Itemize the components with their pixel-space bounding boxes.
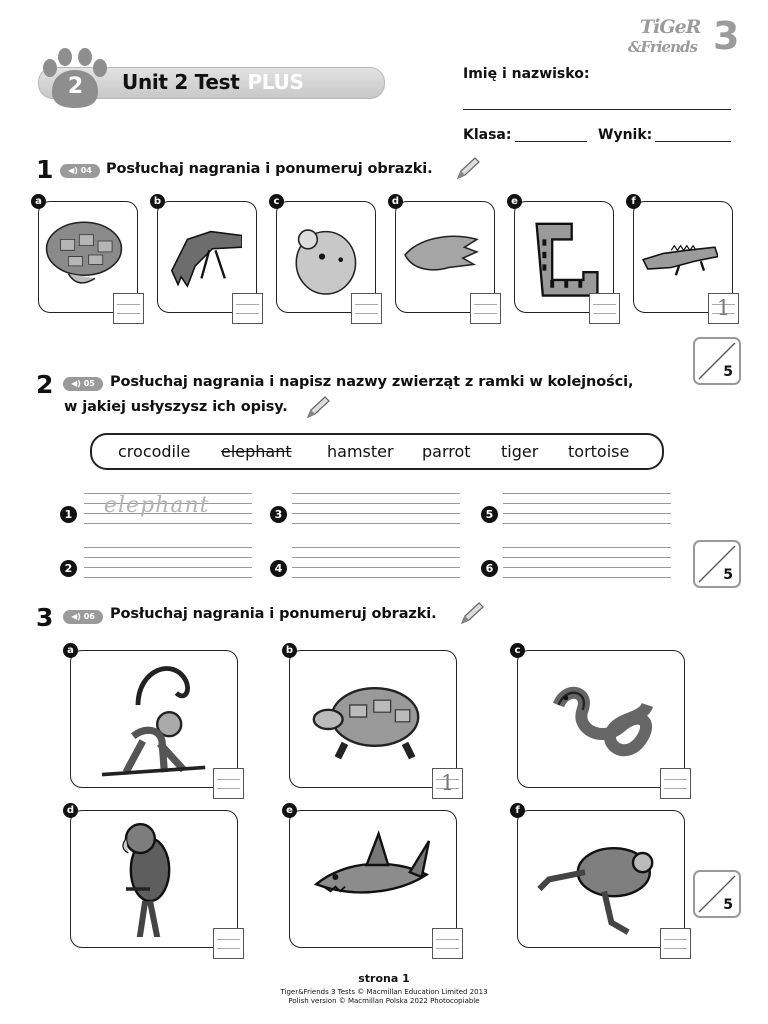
section-3-score-value: 5	[723, 897, 733, 913]
section-2-score-value: 5	[723, 567, 733, 583]
section-1-score-box	[693, 337, 741, 385]
score-field[interactable]	[655, 141, 731, 142]
speaker-icon: ◀)	[71, 612, 81, 621]
word-bank-item: parrot	[422, 442, 471, 461]
example-answer-handwriting: elephant	[104, 493, 210, 518]
item-letter: a	[31, 194, 46, 209]
name-field[interactable]	[463, 109, 731, 110]
snake-illustration	[524, 657, 670, 777]
word-bank-item: crocodile	[118, 442, 191, 461]
item-letter: a	[63, 643, 78, 658]
pencil-icon	[459, 601, 485, 627]
item-letter: f	[510, 803, 525, 818]
answer-box[interactable]	[708, 293, 739, 324]
answer-writing-line[interactable]	[503, 547, 671, 580]
item-letter: d	[63, 803, 78, 818]
answer-box[interactable]	[660, 928, 691, 959]
answer-value: 1	[716, 296, 731, 320]
section-3-score-box	[693, 870, 741, 918]
section-2-score-box	[693, 540, 741, 588]
answer-line-number: 1	[60, 506, 77, 523]
copyright-line-1: Tiger&Friends 3 Tests © Macmillan Education Limited 2013	[280, 988, 488, 996]
section-2-instruction-line2: w jakiej usłyszysz ich opisy.	[64, 399, 288, 415]
parrot-claw-illustration	[164, 208, 242, 302]
answer-value: 1	[440, 771, 455, 795]
page-title	[122, 70, 304, 94]
copyright-notice	[0, 988, 768, 1006]
word-bank-item: hamster	[327, 442, 394, 461]
answer-box[interactable]	[470, 293, 501, 324]
audio-track-number: 05	[83, 379, 95, 388]
answer-box[interactable]	[660, 768, 691, 799]
logo-word-friends: &Friends	[628, 38, 697, 56]
audio-track-badge[interactable]	[63, 377, 103, 391]
wing-illustration	[402, 208, 480, 302]
tiger-tail-illustration	[521, 208, 599, 302]
section-3-number: 3	[36, 603, 54, 632]
word-bank-item-crossed: elephant	[221, 442, 292, 461]
speaker-icon: ◀)	[68, 166, 78, 175]
frog-illustration	[524, 817, 670, 937]
pencil-icon	[305, 395, 331, 421]
answer-line-number: 3	[270, 506, 287, 523]
speaker-icon: ◀)	[71, 379, 81, 388]
answer-writing-line[interactable]	[292, 547, 460, 580]
logo-word-tiger: TiGeR	[640, 16, 701, 38]
answer-line-number: 5	[481, 506, 498, 523]
answer-box[interactable]	[351, 293, 382, 324]
unit-plus-label: PLUS	[247, 70, 304, 94]
hamster-illustration	[283, 208, 361, 302]
section-2-instruction-line1: Posłuchaj nagrania i napisz nazwy zwierząt z ramki w kolejności,	[110, 374, 634, 390]
shark-illustration	[296, 817, 442, 937]
tortoise-shell-illustration	[45, 208, 123, 302]
answer-box[interactable]	[213, 928, 244, 959]
class-field[interactable]	[515, 141, 587, 142]
section-2-number: 2	[36, 370, 54, 399]
answer-line-number: 2	[60, 560, 77, 577]
answer-line-number: 6	[481, 560, 498, 577]
audio-track-number: 06	[83, 612, 95, 621]
audio-track-badge[interactable]	[60, 164, 100, 178]
section-3-instruction: Posłuchaj nagrania i ponumeruj obrazki.	[110, 606, 437, 622]
answer-writing-line[interactable]	[503, 493, 671, 526]
answer-writing-line[interactable]	[292, 493, 460, 526]
answer-box[interactable]	[113, 293, 144, 324]
answer-box[interactable]	[589, 293, 620, 324]
copyright-line-2: Polish version © Macmillan Polska 2022 Photocopiable	[288, 997, 480, 1005]
section-1-score-value: 5	[723, 364, 733, 380]
answer-box[interactable]	[213, 768, 244, 799]
item-letter: b	[282, 643, 297, 658]
item-letter: e	[507, 194, 522, 209]
class-label: Klasa:	[463, 127, 512, 143]
answer-box[interactable]	[432, 768, 463, 799]
item-letter: e	[282, 803, 297, 818]
audio-track-number: 04	[80, 166, 92, 175]
word-bank-item: tiger	[501, 442, 539, 461]
unit-number: 2	[67, 74, 84, 99]
parrot-illustration	[77, 817, 223, 937]
word-bank-item: tortoise	[568, 442, 630, 461]
item-letter: d	[388, 194, 403, 209]
item-letter: f	[626, 194, 641, 209]
section-1-number: 1	[36, 155, 54, 184]
unit-title-text: Unit 2 Test	[122, 70, 240, 94]
audio-track-badge[interactable]	[63, 610, 103, 624]
page-number: strona 1	[358, 972, 410, 985]
logo-level-number: 3	[713, 14, 740, 58]
monkey-illustration	[77, 657, 223, 777]
item-letter: c	[510, 643, 525, 658]
answer-line-number: 4	[270, 560, 287, 577]
answer-box[interactable]	[432, 928, 463, 959]
score-label: Wynik:	[598, 127, 653, 143]
item-letter: b	[150, 194, 165, 209]
pencil-icon	[455, 156, 481, 182]
answer-writing-line[interactable]	[84, 547, 252, 580]
item-letter: c	[269, 194, 284, 209]
answer-box[interactable]	[232, 293, 263, 324]
crocodile-illustration	[640, 208, 718, 302]
name-label: Imię i nazwisko:	[463, 66, 590, 82]
tortoise-illustration	[296, 657, 442, 777]
section-1-instruction: Posłuchaj nagrania i ponumeruj obrazki.	[106, 161, 433, 177]
